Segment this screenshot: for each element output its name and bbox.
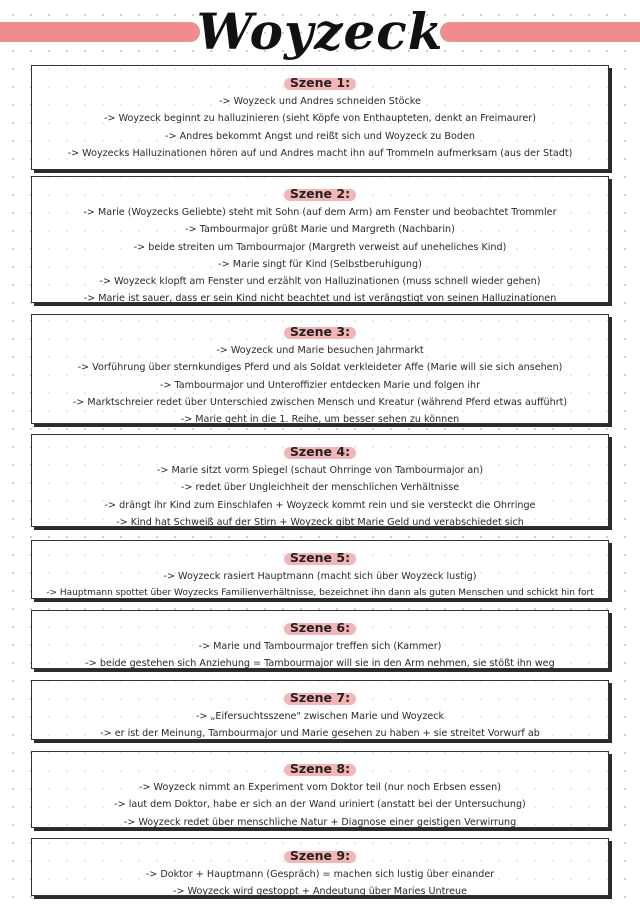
scene-line: -> Woyzeck wird gestoppt + Andeutung über Maries Untreue: [172, 886, 467, 898]
scene-line: -> Woyzeck und Andres schneiden Stöcke: [219, 96, 421, 107]
scene-line: -> Marie (Woyzecks Geliebte) steht mit Sohn (auf dem Arm) am Fenster und beobachtet Trommler: [83, 207, 557, 218]
scene-box-7: [31, 680, 609, 740]
scene-title: Szene 6:: [284, 620, 356, 636]
scene-line: -> er ist der Meinung, Tambourmajor und Marie gesehen zu haben + sie streitet Vorwurf ab: [100, 728, 540, 740]
scene-box-5: [31, 540, 609, 599]
scene-title: Szene 8:: [284, 761, 356, 777]
scene-line: -> laut dem Doktor, habe er sich an der Wand uriniert (anstatt bei der Untersuchung): [114, 799, 526, 811]
scene-line: -> Woyzeck klopft am Fenster und erzählt von Halluzinationen (muss schnell wieder gehen): [99, 276, 541, 288]
scene-box-9: [31, 838, 609, 896]
scene-line: -> beide streiten um Tambourmajor (Margreth verweist auf uneheliches Kind): [133, 241, 507, 253]
scene-line: -> Woyzeck rasiert Hauptmann (macht sich über Woyzeck lustig): [163, 571, 477, 582]
scene-title: Szene 9:: [284, 848, 356, 864]
scene-line: -> Tambourmajor grüßt Marie und Margreth (Nachbarin): [185, 224, 455, 236]
scene-title: Szene 5:: [284, 550, 356, 566]
scene-title: Szene 2:: [284, 186, 356, 202]
scene-line: -> Marie sitzt vorm Spiegel (schaut Ohrringe von Tambourmajor an): [156, 465, 484, 476]
scene-line: -> Kind hat Schweiß auf der Stirn + Woyzeck gibt Marie Geld und verabschiedet sich: [116, 516, 524, 528]
scene-line: -> Woyzeck beginnt zu halluzinieren (sieht Köpfe von Enthaupteten, denkt an Freimaurer): [104, 113, 536, 125]
scene-box-3: [31, 314, 609, 424]
scene-line: -> Woyzecks Halluzinationen hören auf und Andres macht ihn auf Trommeln aufmerksam (aus der Stadt): [67, 147, 573, 159]
scene-title: Szene 3:: [284, 324, 356, 340]
scene-line: -> redet über Ungleichheit der menschlichen Verhältnisse: [180, 482, 460, 494]
scene-line: -> drängt ihr Kind zum Einschlafen + Woyzeck kommt rein und sie versteckt die Ohrringe: [104, 499, 536, 511]
scene-line: -> Doktor + Hauptmann (Gespräch) = machen sich lustig über einander: [145, 869, 495, 880]
scene-line: -> Marie und Tambourmajor treffen sich (Kammer): [198, 641, 442, 652]
scene-title: Szene 4:: [284, 444, 356, 460]
page-title: Woyzeck: [196, 2, 444, 61]
scene-line: -> Hauptmann spottet über Woyzecks Familienverhältnisse, bezeichnet ihn dann als guten Menschen und schickt hin fort: [46, 588, 594, 599]
scene-title: Szene 7:: [284, 690, 356, 706]
scene-box-6: [31, 610, 609, 669]
scene-line: -> Marie geht in die 1. Reihe, um besser sehen zu können: [180, 414, 460, 426]
scene-line: -> Tambourmajor und Unteroffizier entdecken Marie und folgen ihr: [159, 379, 481, 391]
scene-box-4: [31, 434, 609, 527]
scene-line: -> Woyzeck und Marie besuchen Jahrmarkt: [216, 345, 424, 356]
scene-title: Szene 1:: [284, 75, 356, 91]
scene-box-2: [31, 176, 609, 303]
scene-line: -> Woyzeck nimmt an Experiment vom Doktor teil (nur noch Erbsen essen): [138, 782, 501, 793]
scene-line: -> Marie singt für Kind (Selbstberuhigung): [218, 258, 422, 270]
scene-line: -> Marktschreier redet über Unterschied zwischen Mensch und Kreatur (während Pferd etwas aufführt): [72, 396, 568, 408]
scene-line: -> Woyzeck redet über menschliche Natur + Diagnose einer geistigen Verwirrung: [123, 816, 517, 828]
scene-box-8: [31, 751, 609, 828]
scene-line: -> Andres bekommt Angst und reißt sich und Woyzeck zu Boden: [165, 130, 475, 142]
scene-line: -> Marie ist sauer, dass er sein Kind nicht beachtet und ist verängstigt von seinen Halluzinationen: [83, 293, 557, 305]
scene-line: -> beide gestehen sich Anziehung = Tambourmajor will sie in den Arm nehmen, sie stößt ihn weg: [85, 658, 555, 670]
scene-line: -> Vorführung über sternkundiges Pferd und als Soldat verkleideter Affe (Marie will sie sich ansehen): [77, 362, 563, 374]
scene-line: -> „Eifersuchtsszene" zwischen Marie und Woyzeck: [195, 711, 445, 722]
scene-box-1: [31, 65, 609, 170]
